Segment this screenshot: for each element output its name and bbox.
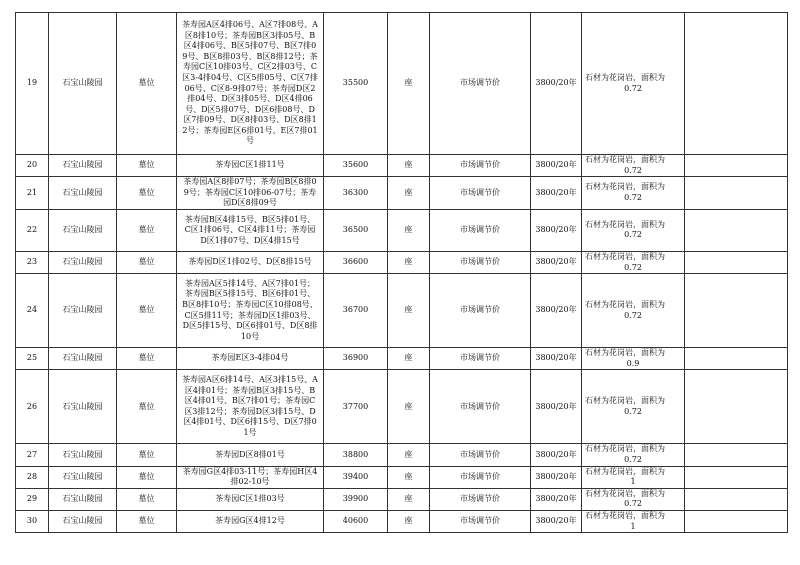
remark-text: 石材为花岗岩，面积为 [585, 510, 665, 520]
table-row [16, 155, 788, 177]
price-cell: 36500 [324, 209, 388, 251]
remark-text: 石材为花岗岩，面积为 [585, 72, 665, 82]
pricing-method-cell: 市场调节价 [430, 348, 531, 370]
area-value: 0.72 [624, 310, 642, 320]
plot-location-cell: 茶寿园G区4排12号 [177, 510, 324, 532]
table-row [16, 444, 788, 466]
unit-cell: 座 [388, 348, 430, 370]
pricing-method-cell: 市场调节价 [430, 274, 531, 348]
row-number-cell: 28 [16, 466, 49, 488]
area-value: 1 [630, 521, 636, 531]
item-type-cell: 墓位 [117, 209, 177, 251]
cemetery-name-cell: 石宝山陵园 [49, 251, 117, 273]
management-fee-cell: 3800/20年 [531, 13, 582, 155]
plot-location-cell: 茶寿园A区8排07号；茶寿园B区8排09号；茶寿园C区10排06-07号；茶寿园D区8排09号 [177, 177, 324, 210]
plot-location-cell: 茶寿园A区4排06号、A区7排08号、A区8排10号；茶寿园B区3排05号、B区4排06号、B区5排07号、B区7排09号、B区8排03号、B区8排12号；茶寿园C区10排03号、C区2排03号、C区3-4排04号、C区5排05号、C区7排06号、C区8-9排07号；茶寿园D区2排04号、D区3排05号、D区4排06号、D区5排07号、D区6排08号、D区7排09号、D区8排03号、D区8排12号；茶寿园E区6排01号、E区7排01号 [177, 13, 324, 155]
price-cell: 39900 [324, 488, 388, 510]
area-value: 0.72 [624, 165, 642, 175]
remark-cell [582, 251, 685, 273]
table-row [16, 177, 788, 210]
management-fee-cell: 3800/20年 [531, 510, 582, 532]
price-table [15, 12, 788, 533]
row-number-cell: 25 [16, 348, 49, 370]
row-number-cell: 20 [16, 155, 49, 177]
pricing-method-cell: 市场调节价 [430, 488, 531, 510]
area-value: 0.72 [624, 406, 642, 416]
cemetery-name-cell: 石宝山陵园 [49, 209, 117, 251]
management-fee-cell: 3800/20年 [531, 488, 582, 510]
pricing-method-cell: 市场调节价 [430, 209, 531, 251]
remark-text: 石材为花岗岩，面积为 [585, 300, 665, 310]
item-type-cell: 墓位 [117, 348, 177, 370]
management-fee-cell: 3800/20年 [531, 466, 582, 488]
pricing-method-cell: 市场调节价 [430, 370, 531, 444]
management-fee-cell: 3800/20年 [531, 251, 582, 273]
item-type-cell: 墓位 [117, 251, 177, 273]
remark-text: 石材为花岗岩，面积为 [585, 155, 665, 164]
row-number-cell: 27 [16, 444, 49, 466]
area-value: 0.72 [624, 230, 642, 240]
management-fee-cell: 3800/20年 [531, 155, 582, 177]
table-row [16, 251, 788, 273]
item-type-cell: 墓位 [117, 13, 177, 155]
cemetery-name-cell: 石宝山陵园 [49, 177, 117, 210]
extra-cell [685, 251, 788, 273]
table-row [16, 209, 788, 251]
item-type-cell: 墓位 [117, 466, 177, 488]
extra-cell [685, 274, 788, 348]
pricing-method-cell: 市场调节价 [430, 155, 531, 177]
unit-cell: 座 [388, 155, 430, 177]
remark-text: 石材为花岗岩，面积为 [585, 348, 665, 358]
remark-text: 石材为花岗岩，面积为 [585, 488, 665, 498]
table-row [16, 13, 788, 155]
area-value: 0.72 [624, 499, 642, 509]
remark-cell [582, 488, 685, 510]
item-type-cell: 墓位 [117, 510, 177, 532]
unit-cell: 座 [388, 510, 430, 532]
remark-cell [582, 444, 685, 466]
row-number-cell: 21 [16, 177, 49, 210]
extra-cell [685, 348, 788, 370]
row-number-cell: 24 [16, 274, 49, 348]
remark-text: 石材为花岗岩，面积为 [585, 251, 665, 261]
price-cell: 36900 [324, 348, 388, 370]
management-fee-cell: 3800/20年 [531, 274, 582, 348]
unit-cell: 座 [388, 209, 430, 251]
remark-text: 石材为花岗岩，面积为 [585, 219, 665, 229]
remark-cell [582, 274, 685, 348]
area-value: 0.9 [626, 358, 640, 368]
cemetery-name-cell: 石宝山陵园 [49, 274, 117, 348]
price-cell: 40600 [324, 510, 388, 532]
area-value: 0.72 [624, 262, 642, 272]
area-value: 0.72 [624, 454, 642, 464]
table-row [16, 348, 788, 370]
management-fee-cell: 3800/20年 [531, 209, 582, 251]
item-type-cell: 墓位 [117, 177, 177, 210]
row-number-cell: 30 [16, 510, 49, 532]
cemetery-name-cell: 石宝山陵园 [49, 444, 117, 466]
table-row [16, 510, 788, 532]
price-cell: 35600 [324, 155, 388, 177]
plot-location-cell: 茶寿园G区4排03-11号；茶寿园H区4排02-10号 [177, 466, 324, 488]
row-number-cell: 22 [16, 209, 49, 251]
cemetery-name-cell: 石宝山陵园 [49, 488, 117, 510]
price-cell: 37700 [324, 370, 388, 444]
price-cell: 38800 [324, 444, 388, 466]
remark-cell [582, 466, 685, 488]
remark-text: 石材为花岗岩，面积为 [585, 444, 665, 454]
plot-location-cell: 茶寿园A区6排14号、A区3排15号、A区4排01号；茶寿园B区3排15号、B区4排01号、B区7排01号；茶寿园C区3排12号；茶寿园D区3排15号、D区4排01号、D区6排15号、D区7排01号 [177, 370, 324, 444]
plot-location-cell: 茶寿园D区8排01号 [177, 444, 324, 466]
cemetery-name-cell: 石宝山陵园 [49, 155, 117, 177]
unit-cell: 座 [388, 444, 430, 466]
pricing-method-cell: 市场调节价 [430, 13, 531, 155]
extra-cell [685, 466, 788, 488]
pricing-method-cell: 市场调节价 [430, 510, 531, 532]
unit-cell: 座 [388, 251, 430, 273]
remark-text: 石材为花岗岩，面积为 [585, 466, 665, 476]
unit-cell: 座 [388, 13, 430, 155]
price-cell: 36600 [324, 251, 388, 273]
table-row [16, 466, 788, 488]
pricing-method-cell: 市场调节价 [430, 444, 531, 466]
extra-cell [685, 13, 788, 155]
unit-cell: 座 [388, 466, 430, 488]
pricing-method-cell: 市场调节价 [430, 177, 531, 210]
cemetery-name-cell: 石宝山陵园 [49, 13, 117, 155]
item-type-cell: 墓位 [117, 274, 177, 348]
management-fee-cell: 3800/20年 [531, 177, 582, 210]
extra-cell [685, 444, 788, 466]
unit-cell: 座 [388, 177, 430, 210]
price-cell: 39400 [324, 466, 388, 488]
table-row [16, 274, 788, 348]
remark-text: 石材为花岗岩，面积为 [585, 396, 665, 406]
row-number-cell: 26 [16, 370, 49, 444]
table-row [16, 370, 788, 444]
management-fee-cell: 3800/20年 [531, 444, 582, 466]
plot-location-cell: 茶寿园E区3-4排04号 [177, 348, 324, 370]
plot-location-cell: 茶寿园C区1排11号 [177, 155, 324, 177]
item-type-cell: 墓位 [117, 155, 177, 177]
unit-cell: 座 [388, 488, 430, 510]
item-type-cell: 墓位 [117, 444, 177, 466]
remark-cell [582, 209, 685, 251]
plot-location-cell: 茶寿园C区1排03号 [177, 488, 324, 510]
item-type-cell: 墓位 [117, 488, 177, 510]
unit-cell: 座 [388, 370, 430, 444]
extra-cell [685, 209, 788, 251]
row-number-cell: 23 [16, 251, 49, 273]
cemetery-name-cell: 石宝山陵园 [49, 348, 117, 370]
remark-cell [582, 13, 685, 155]
pricing-method-cell: 市场调节价 [430, 466, 531, 488]
area-value: 1 [630, 477, 636, 487]
remark-cell [582, 370, 685, 444]
item-type-cell: 墓位 [117, 370, 177, 444]
cemetery-name-cell: 石宝山陵园 [49, 510, 117, 532]
unit-cell: 座 [388, 274, 430, 348]
remark-cell [582, 510, 685, 532]
remark-text: 石材为花岗岩，面积为 [585, 182, 665, 192]
extra-cell [685, 177, 788, 210]
cemetery-name-cell: 石宝山陵园 [49, 466, 117, 488]
row-number-cell: 29 [16, 488, 49, 510]
area-value: 0.72 [624, 83, 642, 93]
plot-location-cell: 茶寿园B区4排15号、B区5排01号、C区1排06号、C区4排11号；茶寿园D区1排07号、D区4排15号 [177, 209, 324, 251]
price-cell: 35500 [324, 13, 388, 155]
price-cell: 36700 [324, 274, 388, 348]
plot-location-cell: 茶寿园D区1排02号、D区8排15号 [177, 251, 324, 273]
extra-cell [685, 155, 788, 177]
extra-cell [685, 370, 788, 444]
extra-cell [685, 510, 788, 532]
remark-cell [582, 177, 685, 210]
cemetery-name-cell: 石宝山陵园 [49, 370, 117, 444]
management-fee-cell: 3800/20年 [531, 370, 582, 444]
remark-cell [582, 348, 685, 370]
remark-cell [582, 155, 685, 177]
pricing-method-cell: 市场调节价 [430, 251, 531, 273]
row-number-cell: 19 [16, 13, 49, 155]
extra-cell [685, 488, 788, 510]
area-value: 0.72 [624, 193, 642, 203]
table-row [16, 488, 788, 510]
price-cell: 36300 [324, 177, 388, 210]
plot-location-cell: 茶寿园A区5排14号、A区7排01号；茶寿园B区5排15号、B区6排01号、B区8排10号；茶寿园C区10排08号、C区5排11号；茶寿园D区1排03号、D区5排15号、D区6排01号、D区8排10号 [177, 274, 324, 348]
management-fee-cell: 3800/20年 [531, 348, 582, 370]
